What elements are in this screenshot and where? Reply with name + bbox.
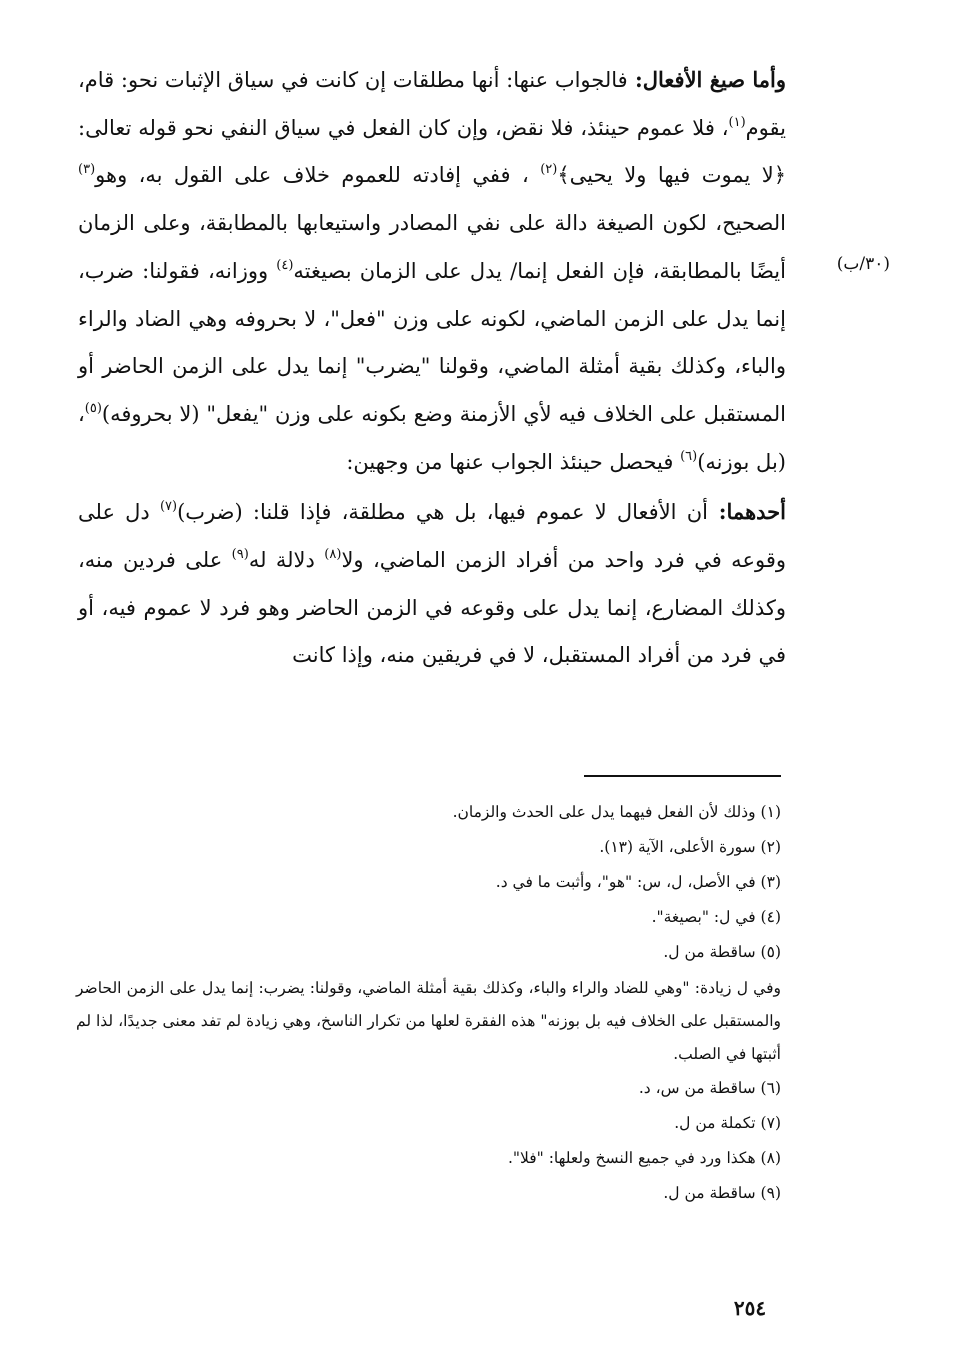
footnotes xyxy=(76,795,781,1211)
text-run: ، (بل xyxy=(78,401,786,474)
text-run: الخلاف فيه لأي الأزمنة وضع بكونه على وزن "يفعل" (لا بحروفه) xyxy=(101,401,654,426)
text-run: سياق النفي نحو قوله تعالى: ﴿لا يموت فيها ولا يحيى﴾ xyxy=(78,115,786,188)
text-run: دل على وقوعه في فرد واحد من أفراد الزمن الماضي، ولا xyxy=(78,500,786,573)
footnote-5-continuation: وفي ل زيادة: "وهي للضاد والراء والباء، وكذلك بقية أمثلة الماضي، وقولنا: يضرب: إنما يدل على الزمن الحاضر والمستقبل على الخلاف فيه بل بوزنه" هذه الفقرة لعلها من تكرار الناسخ، وهي زيادة لم تفد معنى جديدًا، لذا لم أثبتها في الصلب. xyxy=(76,979,781,1063)
text-run: للعموم خلاف على القول به، وهو xyxy=(95,163,401,188)
text-run: دلالة له xyxy=(248,548,325,573)
text-run: فالجواب عنها: أنها مطلقات إن كانت في سياق xyxy=(227,68,628,92)
footnote-reference: (٢) xyxy=(540,162,558,178)
heading-phrase: أحدهما: xyxy=(707,499,786,525)
footnote-6: (٦) ساقطة من س، د. xyxy=(638,1079,781,1097)
paragraph-first xyxy=(78,56,786,486)
margin-folio-note: (٣٠/ب) xyxy=(836,254,890,274)
footnote-9: (٩) ساقطة من ل. xyxy=(663,1184,781,1202)
text-run: فيحصل حينئذ الجواب عنها من وجهين: xyxy=(346,449,681,474)
text-run: لا عموم فيه، أو في فرد من أفراد المستقبل، لا في فريقين منه، وإذا كانت xyxy=(78,595,786,668)
main-text xyxy=(78,56,786,680)
footnote-reference: (٣) xyxy=(78,162,96,178)
footnote-3: (٣) في الأصل، ل، س: "هو"، وأثبت ما في د. xyxy=(495,873,781,891)
text-run: بوزنه) xyxy=(697,449,750,474)
footnote-reference: (٩) xyxy=(231,547,249,563)
footnote-reference: (٧) xyxy=(159,499,178,515)
paragraph-second xyxy=(78,488,786,680)
text-run: المصادر واستيعابها بالمطابقة، وعلى الزمان أيضًا بالمطابقة، فإن الفعل إنما/ يدل xyxy=(78,211,786,283)
footnote-separator xyxy=(584,775,781,777)
footnote-reference: (٤) xyxy=(276,257,294,273)
text-run: على الزمان بصيغته xyxy=(293,258,462,283)
footnote-reference: (٥) xyxy=(84,400,102,416)
footnote-reference: (٦) xyxy=(680,448,698,464)
text-run: الإثبات نحو: قام، يقوم xyxy=(78,68,786,140)
footnote-reference: (٨) xyxy=(324,547,342,563)
text-run: فردين منه، وكذلك المضارع، إنما يدل على وقوعه في الزمن الحاضر وهو فرد xyxy=(78,548,786,620)
text-run: لكونه على وزن "فعل"، لا بحروفه وهي الضاد والراء والباء، وكذلك بقية xyxy=(78,306,786,379)
text-run: الصحيح، لكون الصيغة دالة على نفي xyxy=(466,211,786,236)
footnote-7: (٧) تكملة من ل. xyxy=(674,1114,781,1132)
text-run: ، فلا عموم حينئذ، فلا نقض، وإن كان الفعل في xyxy=(327,115,729,140)
footnote-4: (٤) في ل: "بصيغة". xyxy=(651,908,781,926)
text-run: على xyxy=(185,548,232,573)
heading-phrase: وأما صيغ الأفعال: xyxy=(627,67,786,92)
text-run: ، ففي إفادته xyxy=(412,163,541,188)
page-number: ٢٥٤ xyxy=(733,1296,767,1320)
text-run: أمثلة الماضي، وقولنا "يضرب" إنما يدل على الزمن الحاضر أو المستقبل على xyxy=(78,354,786,426)
text-run: ووزانه، فقولنا: ضرب، إنما يدل على الزمن الماضي، xyxy=(78,258,786,331)
footnote-5: (٥) ساقطة من ل. xyxy=(663,943,781,961)
footnote-1: (١) وذلك لأن الفعل فيهما يدل على الحدث والزمان. xyxy=(452,803,781,821)
footnote-8: (٨) هكذا ورد في جميع النسخ ولعلها: "فلا". xyxy=(507,1149,781,1167)
footnote-2: (٢) سورة الأعلى، الآية (١٣). xyxy=(599,838,781,856)
text-run: أن الأفعال لا عموم فيها، بل هي مطلقة، فإذا قلنا: (ضرب) xyxy=(177,500,708,525)
footnote-reference: (١) xyxy=(728,114,746,130)
